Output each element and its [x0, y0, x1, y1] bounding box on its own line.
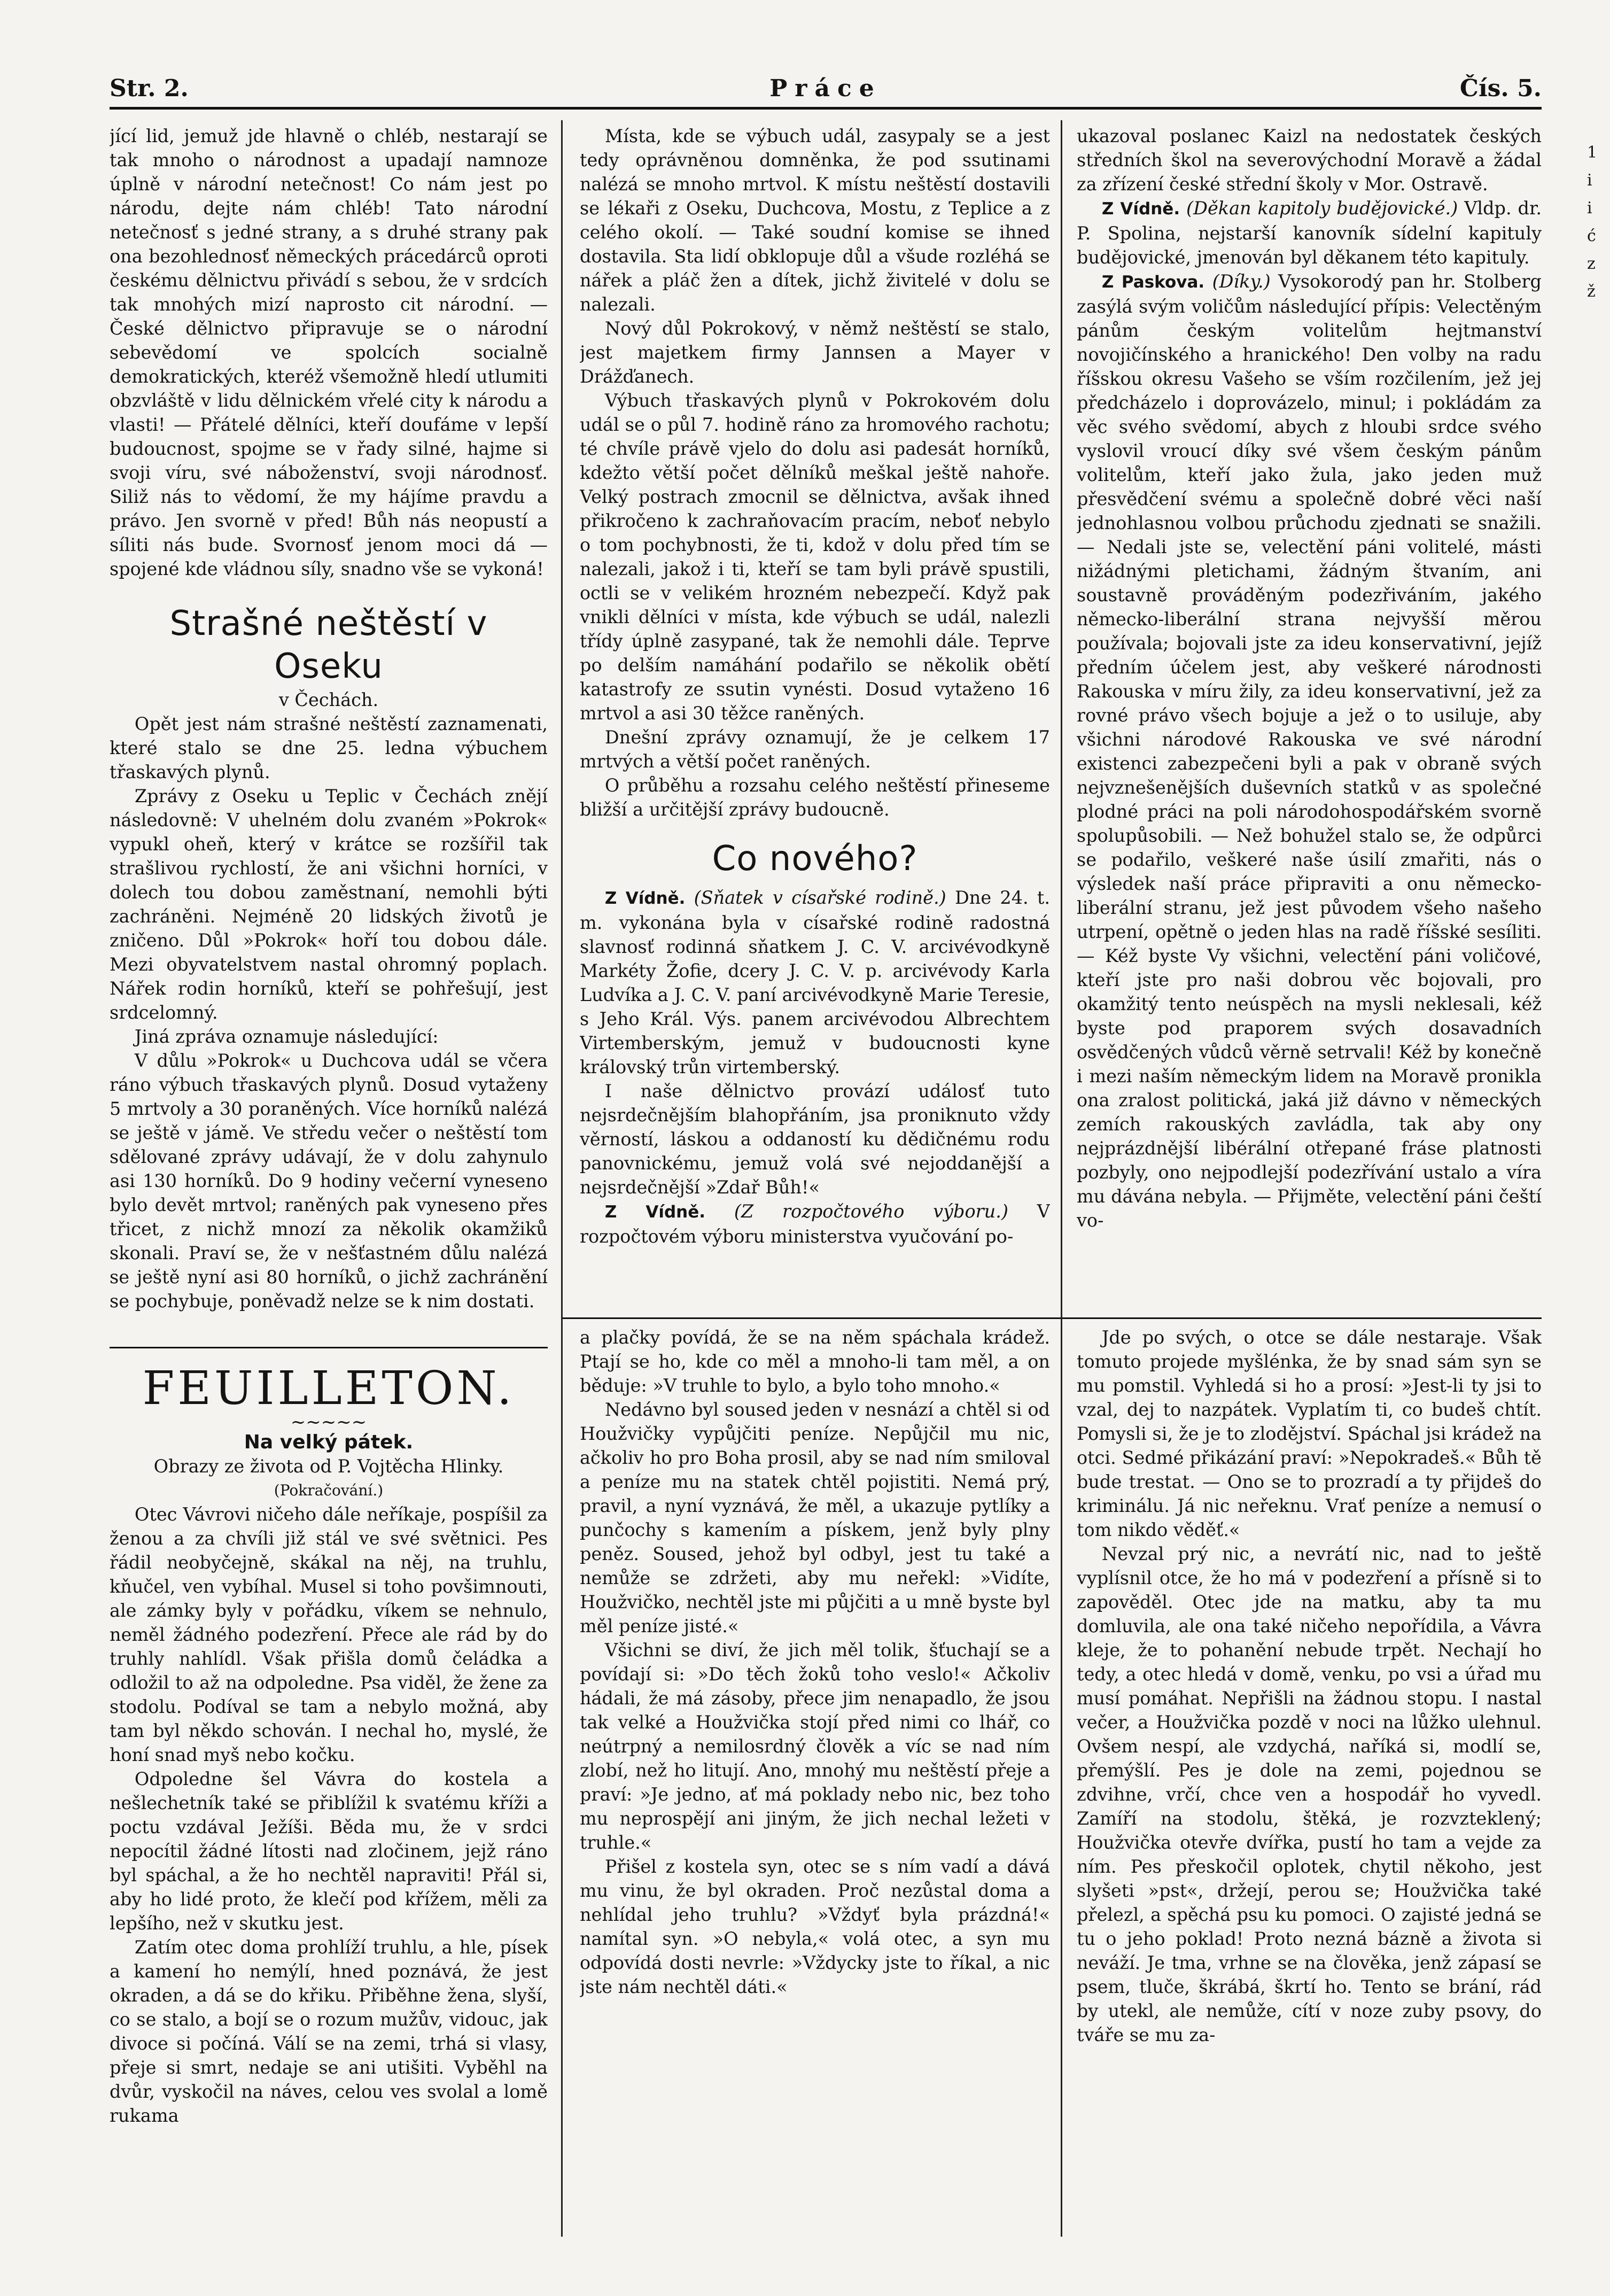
news-text: Dne 24. t. m. vykonána byla v císařské rodině radostná slavnosť rodinná sňatkem J. C. V. arcivévodkyně Markéty Žofie, dcery J. C. V. p. arcivévody Karla Ludvíka a J. C. V. paní arcivévodkyně Marie Teresie, s Jeho Král. Výs. panem arcivévodou Albrechtem Virtemberským, jemuž v budoucnosti kyne královský trůn virtemberský. — [580, 887, 1050, 1077]
story-paragraph: Jde po svých, o otce se dále nestaraje. Však tomuto projede myšlénka, že by snad sám syn se mu pomstil. Vyhledá si ho a prosí: »Jest-li ty jsi to vzal, dej to nazpátek. Vyplatím ti, co budeš chtít. Pomysli si, že je to zlodějství. Spáchal jsi krádež na otci. Sedmé přikázání praví: »Nepokradeš.« Bůh tě bude trestat. — Ono se to prozradí a ty přijdeš do kriminálu. Já nic neřeknu. Vrať peníze a nemusí o tom nikdo věděť.« — [1077, 1327, 1542, 1540]
article-paragraph: Zprávy z Oseku u Teplic v Čechách znějí následovně: V uhelném dolu zvaném »Pokrok« vypukl oheň, který v krátce se rozšířil tak strašlivou rychlostí, že ani všichni horníci, v dolech tou dobou zaměstnaní, nemohli býti zachráněni. Nejméně 20 lidských životů je zničeno. Důl »Pokrok« hoří tou dobou dále. Mezi obyvatelstvem nastal ohromný poplach. Nářek rodin horníků, kteří se pohřešují, jest srdcelomný. — [110, 786, 548, 1023]
article-subhead: v Čechách. — [278, 689, 379, 710]
feuilleton-rule-right — [561, 1317, 1542, 1319]
article-paragraph: Jiná zpráva oznamuje následující: — [134, 1026, 439, 1047]
article-paragraph: V důlu »Pokrok« u Duchcova udál se včera ráno výbuch třaskavých plynů. Dosud vytaženy 5 mrtvoly a 30 poraněných. Více horníků nalézá se ještě v jámě. Ve středu večer o neštěstí tom sdělované zprávy udávají, že v dolu zahynulo asi 130 horníků. Do 9 hodiny večerní vyneseno bylo devět mrtvol; raněných pak vyneseno přes třicet, z nichž mnozí za několik okamžiků skonali. Praví se, že v nešťastném důlu nalézá se ještě nyní asi 80 horníků, o jichž zachránění se pochybuje, poněvadž nelze se k nim dostati. — [110, 1050, 548, 1312]
story-title: Na velký pátek. — [244, 1431, 414, 1453]
story-paragraph: Otec Vávrovi ničeho dále neříkaje, pospíšil za ženou a za chvíli již stál ve své světnici. Pes řádil neobyčejně, skákal na něj, na truhlu, kňučel, ven vybíhal. Musel si toho povšimnouti, ale zámky byly v pořádku, víkem se nehnulo, neměl žádného podezření. Přece ale rád by do truhly nahlídl. Však přišla domů čeládka a odložil to až na odpoledne. Psa viděl, že žene za stodolu. Podíval se tam a nebylo možná, aby tam byl někdo schován. I nechal ho, myslé, že honí snad myš nebo kočku. — [110, 1504, 548, 1765]
ornament: ~~~~~ — [290, 1411, 367, 1433]
news-item — [580, 886, 1050, 1079]
news-title: (Z rozpočtového výboru.) — [734, 1201, 1008, 1222]
column-divider-2 — [1061, 120, 1062, 2237]
article-paragraph: Nový důl Pokrokový, v němž neštěstí se stalo, jest majetkem firmy Jannsen a Mayer v Drážďanech. — [580, 318, 1050, 387]
margin-mark: 1 — [1587, 143, 1598, 162]
margin-fragments — [1587, 139, 1608, 306]
story-paragraph: Odpoledne šel Vávra do kostela a nešlechetník také se přiblížil k svatému kříži a poctu vzdával Ježíši. Běda mu, že v srdci nepocítil žádné lítosti nad zločinem, jejž ráno byl spáchal, a že ho nechtěl napraviti! Přál si, aby ho lidé proto, že klečí pod křížem, měli za lepšího, než v skutku jest. — [110, 1768, 548, 1934]
news-lead: Z Vídně. — [604, 889, 686, 908]
page-header — [110, 75, 1542, 104]
news-paragraph: I naše dělnictvo provází událosť tuto nejsrdečnějším blahopřáním, jsa proniknuto vždy věrností, láskou a oddaností ku dědičnému rodu panovnickému, jemuž volá své nejoddanější a nejsrdečnější »Zdař Bůh!« — [580, 1081, 1050, 1198]
newspaper-title: Práce — [769, 75, 882, 102]
margin-mark: i — [1587, 199, 1592, 218]
continued-note: (Pokračování.) — [274, 1481, 384, 1499]
margin-mark: i — [1587, 171, 1592, 190]
news-title: (Sňatek v císařské rodině.) — [694, 887, 946, 908]
column-1 — [110, 124, 548, 1343]
news-continuation: ukazoval poslanec Kaizl na nedostatek českých středních škol na severovýchodní Moravě a žádal za zřízení české střední školy v Mor. Ostravě. — [1077, 126, 1542, 195]
news-item — [1077, 196, 1542, 269]
news-text: V rozpočtovém výboru ministerstva vyučování po- — [580, 1201, 1050, 1247]
column-3 — [1077, 124, 1542, 1316]
header-rule — [110, 107, 1542, 110]
story-paragraph: Přišel z kostela syn, otec se s ním vadí a dává mu vinu, že byl okraden. Proč nezůstal doma a nehlídal jeho truhlu? »Vždyť byla prázdná!« namítal syn. »O nebyla,« volá otec, a syn mu odpovídá dosti nevrle: »Vždycky jste to říkal, a nic jste nám nechtěl dáti.« — [580, 1856, 1050, 1997]
story-paragraph: Nevzal prý nic, a nevrátí nic, nad to ještě vyplísnil otce, že ho má v podezření a přísně si to zapověděl. Otec jde na matku, aby ta mu domluvila, ale ona také ničeho nepořídila, a Vávra kleje, že to pohanění nebude trpět. Nechají ho tedy, a otec hledá v domě, venku, po vsi a úřad mu musí pomáhat. Nepřišli na žádnou stopu. I nastal večer, a Houžvička pozdě v noci na lůžko ulehnul. Ovšem nespí, ale vzdychá, naříká si, modlí se, přemýšlí. Pes je dole na zemi, pojednou se zdvihne, vrčí, chce ven a hospodář ho vyvedl. Zamíří na stodolu, štěká, je rozvzteklený; Houžvička otevře dvířka, pustí ho tam a vejde za ním. Pes přeskočil oplotek, chytil někoho, jest slyšeti »pst«, držejí, perou se; Houžvička také přelezl, a spěchá psu ku pomoci. O zajisté jedná se tu o jeho poklad! Proto nezná bázně a života si neváží. Je tma, vrhne se na člověka, jenž zápasí se psem, tluče, škrábá, škrtí ho. Tento se brání, rád by utekl, ale nemůže, cítí v noze zuby psovy, do tváře se mu za- — [1077, 1543, 1542, 2045]
story-paragraph: Všichni se diví, že jich měl tolik, šťuchají se a povídají si: »Do těch žoků toho veslo!« Ačkoliv hádali, že má zásoby, přece jim nenapadlo, že jsou tak velké a Houžvička stojí před nimi co lhář, co neútrpný a nemilosrdný člověk a víc se nad ním zlobí, než ho litují. Ano, mnohý mu neštěstí přeje a praví: »Je jedno, ať má poklady nebo nic, bez toho mu neprospějí ani jiným, že jich nechal ležeti v truhle.« — [580, 1640, 1050, 1853]
news-item — [1077, 269, 1542, 1232]
story-paragraph: a plačky povídá, že se na něm spáchala krádež. Ptají se ho, kde co měl a mnoho-li tam měl, a on běduje: »V truhle to bylo, a bylo toho mnoho.« — [580, 1327, 1050, 1396]
article-headline: Strašné neštěstí v Oseku — [169, 604, 488, 686]
feuilleton-column-1 — [110, 1363, 548, 2239]
story-paragraph: Zatím otec doma prohlíží truhlu, a hle, písek a kamení ho nemýlí, hned poznává, že jest okraden, a dá se do křiku. Přiběhne žena, slyší, co se stalo, a bojí se o rozum mužův, vidouc, jak divoce si počíná. Válí se na zemi, trhá si vlasy, přeje si smrt, nedaje se ani utišiti. Vyběhl na dvůr, vyskočil na náves, celou ves svolal a lomě rukama — [110, 1937, 548, 2126]
news-text: Vysokorodý pan hr. Stolberg zasýlá svým voličům následující přípis: Velectěným pánům českým volitelům hejtmanství novojičínského a hranického! Den volby na radu říšskou okresu Vašeho se vším rozčilením, jež jej předcházelo i doprovázelo, minul; i pokládám za věc svého svědomí, abych z hloubi srdce svého vyslovil vroucí díky své všem českým pánům volitelům, kteří jako žula, jako jeden muž přesvědčení svému a společně dobré věci naší jednohlasnou volbou průchodu zjednati se snažili. — Nedali jste se, velectění páni volitelé, másti nižádnými pletichami, žádným štvaním, ani soustavně prováděným podezřiváním, jakého německo-liberální strana nejvyšší měrou používala; bojovali jste za ideu konservativní, jejíž předním účelem jest, aby veškeré národnosti Rakouska v míru žily, za ideu konservativní, jež za rovné právo všech bojuje a jež o to usiluje, aby všichni národové Rakouska ve své národní existenci zabezpečeni byli a pak v obraně svých nejvznešenějších duševních statků v as společné plodné práci na poli národohospodářském svorně spolupůsobili. — Než bohužel stalo se, že odpůrci se podařilo, veškeré naše úsilí zmařiti, nás o výsledek naší práce připraviti a onu německo-liberální stranu, jež jest původem všeho našeho utrpení, opětně o jeden hlas na radě říšské sesíliti. — Kéž byste Vy všichni, velectění páni voličové, kteří jste pro naši dobrou věc bojovali, pro okamžitý tento neúspěch na mysli neklesali, kéž byste pod praporem svých dosavadních osvědčených vůdců věrně setrvali! Kéž by konečně i mezi naším německým lidem na Moravě pronikla ona zralost politická, jaká již dávno v německých zemích rakouských zavládla, tak aby ony nejprázdnější libérální otřepané fráse platnosti pozbyly, ono nejpodlejší podezřívání ustalo a víra mu dávána nebyla. — Přijměte, velectění páni čeští vo- — [1077, 271, 1542, 1231]
feuilleton-title: FEUILLETON. — [142, 1363, 515, 1415]
feuilleton-rule-left — [110, 1347, 548, 1348]
margin-mark: ć — [1587, 227, 1596, 245]
news-item — [580, 1199, 1050, 1248]
news-lead: Z Vídně. — [604, 1203, 706, 1222]
news-lead: Z Vídně. — [1101, 199, 1180, 219]
article-paragraph: O průběhu a rozsahu celého neštěstí přineseme bližší a určitější zprávy budoucně. — [580, 775, 1050, 820]
article-paragraph: Opět jest nám strašné neštěstí zaznamenati, které stalo se dne 25. ledna výbuchem třaskavých plynů. — [110, 713, 548, 782]
news-text: Vldp. dr. P. Spolina, nejstarší kanovník sídelní kapituly budějovické, jmenován byl děkanem této kapituly. — [1077, 198, 1542, 268]
news-title: (Díky.) — [1212, 271, 1271, 292]
news-headline: Co nového? — [712, 839, 918, 879]
story-subtitle: Obrazy ze života od P. Vojtěcha Hlinky. — [153, 1456, 504, 1477]
article-continuation: jící lid, jemuž jde hlavně o chléb, nestarají se tak mnoho o národnost a upadají namnoze úplně v národní netečnost! Co nám jest po národu, dejte nám chléb! Tato národní netečnosť s jedné strany, a s druhé strany pak ona bezohlednosť německých prácedárců oproti českému dělnictvu přivádí s sebou, že v srdcích tak mnohých mizí naprosto cit národní. — České dělnictvo připravuje se o národní sebevědomí ve spolcích socialně demokratických, kteréž všemožně hledí utlumiti obzvláště v lidu dělnickém vřelé city k národu a vlasti! — Přátelé dělníci, kteří doufáme v lepší budoucnost, spojme se v řady silné, hajme si svoji víru, své náboženství, svoji národnosť. Siliž nás to vědomí, že my hájíme pravdu a právo. Jen svorně v před! Bůh nás neopustí a síliti nás bude. Svornosť jenom moci dá — spojené kde vládnou síly, snadno vše se vykoná! — [110, 126, 548, 579]
article-paragraph: Místa, kde se výbuch udál, zasypaly se a jest tedy oprávněnou domněnka, že pod ssutinami nalézá se mnoho mrtvol. K místu neštěstí dostavili se lékaři z Oseku, Duchcova, Mostu, z Teplice a z celého okolí. — Také soudní komise se ihned dostavila. Sta lidí obklopuje důl a všude rozléhá se nářek a pláč žen a dítek, jichž živitelé v dolu se nalezali. — [580, 126, 1050, 315]
page-number: Str. 2. — [110, 75, 189, 102]
story-paragraph: Nedávno byl soused jeden v nesnází a chtěl si od Houžvičky vypůjčiti peníze. Nepůjčil mu nic, ačkoliv ho pro Boha prosil, aby se nad ním smiloval a peníze mu na statek chtěl pojistiti. Nemá prý, pravil, a nyní vyznává, že měl, a ukazuje pytlíky a punčochy s kamením a pískem, jenž byly plny peněz. Soused, jehož byl odbyl, jest tu také a nemůže se zdržeti, aby mu neřekl: »Vidíte, Houžvičko, nechtěl jste mi půjčiti a u mně byste byl měl peníze jisté.« — [580, 1399, 1050, 1636]
article-paragraph: Dnešní zprávy oznamují, že je celkem 17 mrtvých a větší počet raněných. — [580, 727, 1050, 772]
margin-mark: ž — [1587, 282, 1596, 301]
margin-mark: z — [1587, 254, 1596, 273]
issue-number: Čís. 5. — [1459, 75, 1542, 102]
column-divider-1 — [561, 120, 563, 2237]
news-lead: Z Paskova. — [1101, 273, 1205, 292]
article-paragraph: Výbuch třaskavých plynů v Pokrokovém dolu udál se o půl 7. hodině ráno za hromového rachotu; té chvíle právě vjelo do dolu asi padesát horníků, kdežto větší počet dělníků meškal ještě nahoře. Velký postrach zmocnil se dělnictva, avšak ihned přikročeno k zachraňovacím pracím, neboť nebylo o tom pochybnosti, že ti, kdož v dolu před tím se nalezali, jakož i ti, kteří se tam byli právě spustili, octli se v velikém hrozném nebezpečí. Když pak vnikli dělníci v místa, kde výbuch se udál, nalezli třídy úplně zasypané, tak že nemohli dále. Teprve po delším namáhání podařilo se několik obětí katastrofy ze ssutin vynésti. Dosud vytaženo 16 mrtvol a asi 30 těžce raněných. — [580, 390, 1050, 724]
column-2 — [580, 124, 1050, 1316]
feuilleton-column-3 — [1077, 1325, 1542, 2245]
feuilleton-column-2 — [580, 1325, 1050, 2245]
news-title: (Děkan kapitoly budějovické.) — [1186, 198, 1458, 219]
